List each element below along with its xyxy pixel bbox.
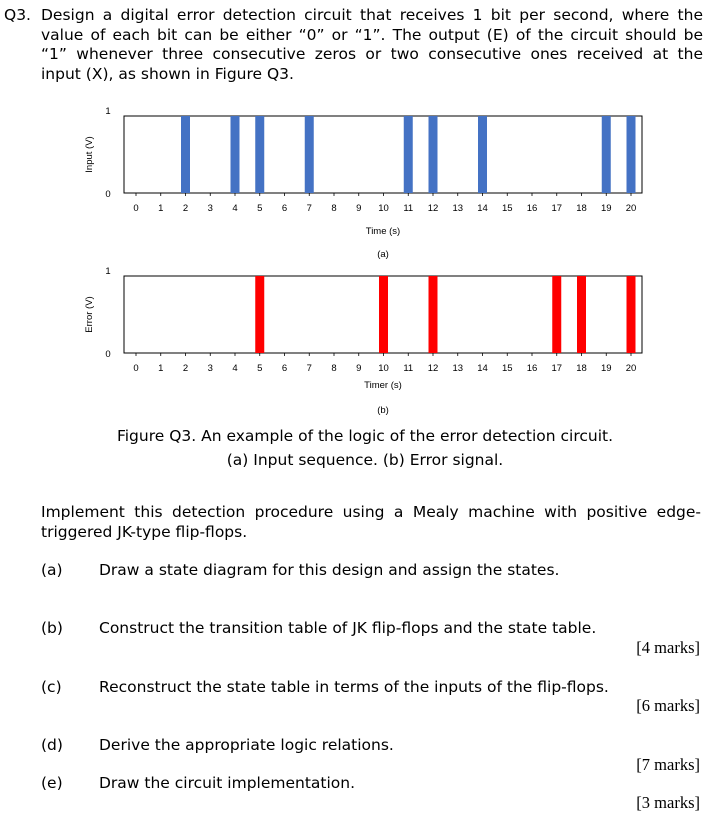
part-c-text: Reconstruct the state table in terms of the inputs of the flip-flops. — [99, 678, 609, 696]
x-tick-label: 7 — [306, 363, 312, 374]
y-tick-label: 1 — [105, 106, 111, 117]
x-tick-label: 0 — [133, 203, 139, 214]
part-b-text: Construct the transition table of JK flip-flops and the state table. — [99, 619, 597, 637]
figure-caption-line1: Figure Q3. An example of the logic of the error detection circuit. — [116, 427, 614, 445]
part-d-marks: [7 marks] — [636, 755, 700, 774]
instruction-line: triggered JK-type flip-flops. — [41, 522, 248, 541]
x-tick-label: 17 — [551, 363, 563, 374]
x-tick-label: 18 — [576, 363, 587, 374]
figure-caption-line2: (a) Input sequence. (b) Error signal. — [226, 451, 504, 469]
bar — [429, 276, 438, 353]
bar — [255, 276, 264, 353]
part-c-letter: (c) — [41, 678, 62, 696]
x-tick-label: 19 — [600, 363, 612, 374]
bar — [627, 276, 636, 353]
x-axis-label: Time (s) — [365, 226, 401, 237]
x-tick-label: 5 — [257, 363, 263, 374]
x-tick-label: 7 — [306, 203, 312, 214]
x-tick-label: 14 — [477, 203, 488, 214]
bar — [552, 276, 561, 353]
bar — [478, 116, 487, 193]
x-tick-label: 1 — [158, 203, 164, 214]
x-tick-label: 4 — [232, 203, 238, 214]
x-tick-label: 8 — [331, 203, 337, 214]
question-line: Design a digital error detection circuit that receives 1 bit per second, where the — [41, 6, 703, 24]
figure-sublabel: (b) — [377, 405, 389, 416]
part-a-letter: (a) — [41, 561, 63, 579]
y-tick-label: 0 — [105, 349, 111, 360]
y-axis-label: Input (V) — [84, 136, 95, 173]
part-d-letter: (d) — [41, 736, 63, 754]
x-tick-label: 3 — [207, 363, 213, 374]
part-e-text: Draw the circuit implementation. — [99, 774, 356, 792]
question-line: input (X), as shown in Figure Q3. — [41, 64, 294, 83]
bar — [231, 116, 240, 193]
x-tick-label: 5 — [257, 203, 263, 214]
x-tick-label: 11 — [403, 203, 414, 214]
question-line: “1” whenever three consecutive zeros or two consecutive ones received at the — [41, 45, 703, 63]
x-tick-label: 1 — [158, 363, 164, 374]
bar — [429, 116, 438, 193]
x-tick-label: 4 — [232, 363, 238, 374]
x-tick-label: 19 — [600, 203, 612, 214]
part-d-text: Derive the appropriate logic relations. — [99, 736, 394, 754]
x-tick-label: 2 — [182, 363, 189, 374]
x-tick-label: 13 — [452, 363, 464, 374]
part-b-marks: [4 marks] — [636, 638, 700, 657]
x-tick-label: 6 — [281, 363, 288, 374]
bar — [627, 116, 636, 193]
bar — [379, 276, 388, 353]
x-tick-label: 18 — [576, 203, 587, 214]
bar — [255, 116, 264, 193]
x-tick-label: 20 — [625, 363, 637, 374]
x-tick-label: 16 — [526, 363, 538, 374]
plot-frame — [124, 116, 642, 193]
bar — [305, 116, 314, 193]
bar — [181, 116, 190, 193]
question-number: Q3. — [4, 6, 31, 24]
x-tick-label: 10 — [378, 363, 389, 374]
question-line: value of each bit can be either “0” or “1”. The output (E) of the circuit should be — [41, 25, 703, 44]
x-tick-label: 14 — [477, 363, 488, 374]
x-tick-label: 9 — [356, 203, 362, 214]
bar — [404, 116, 413, 193]
x-tick-label: 13 — [452, 203, 464, 214]
y-axis-label: Error (V) — [84, 296, 95, 333]
x-tick-label: 9 — [356, 363, 362, 374]
instruction-line: Implement this detection procedure using a Mealy machine with positive edge- — [41, 503, 701, 521]
x-tick-label: 15 — [501, 203, 513, 214]
bar — [602, 116, 611, 193]
part-a-text: Draw a state diagram for this design and assign the states. — [99, 561, 560, 579]
question-text — [41, 6, 703, 84]
x-tick-label: 16 — [526, 203, 538, 214]
figure-sublabel: (a) — [377, 249, 389, 260]
x-tick-label: 8 — [331, 363, 337, 374]
x-tick-label: 2 — [182, 203, 189, 214]
x-tick-label: 3 — [207, 203, 213, 214]
y-tick-label: 0 — [105, 189, 111, 200]
x-tick-label: 12 — [427, 203, 439, 214]
x-tick-label: 6 — [281, 203, 288, 214]
part-c-marks: [6 marks] — [636, 696, 700, 715]
bar — [577, 276, 586, 353]
x-tick-label: 0 — [133, 363, 139, 374]
y-tick-label: 1 — [105, 266, 111, 277]
part-e-marks: [3 marks] — [636, 793, 700, 812]
x-tick-label: 17 — [551, 203, 563, 214]
x-tick-label: 15 — [501, 363, 513, 374]
part-e-letter: (e) — [41, 774, 63, 792]
x-tick-label: 12 — [427, 363, 439, 374]
x-tick-label: 11 — [403, 363, 414, 374]
input-sequence-chart — [0, 105, 714, 260]
x-axis-label: Timer (s) — [364, 380, 402, 391]
instruction-paragraph — [41, 503, 701, 542]
part-b-letter: (b) — [41, 619, 63, 637]
x-tick-label: 20 — [625, 203, 637, 214]
x-tick-label: 10 — [378, 203, 389, 214]
